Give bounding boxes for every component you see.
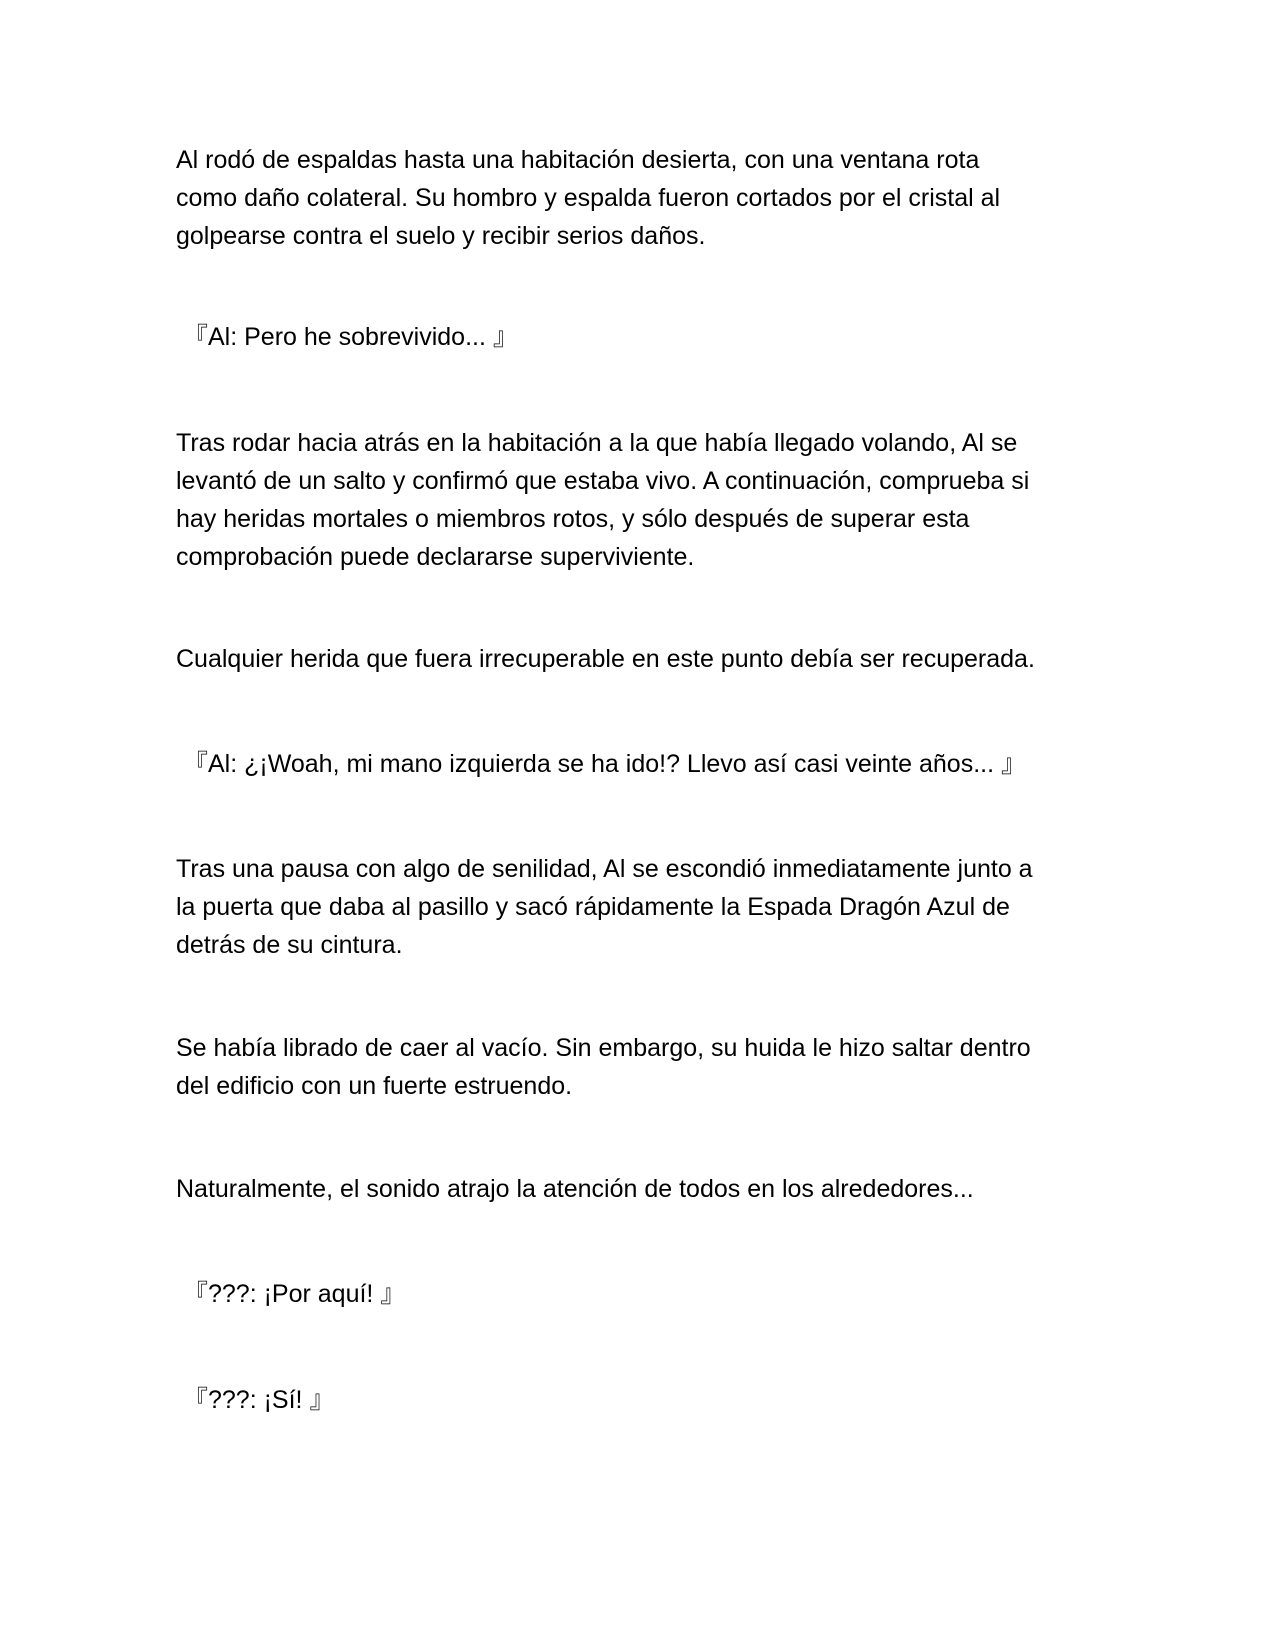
paragraph-escaped-void <box>176 1029 1116 1105</box>
dialogue-left-hand: 『Al: ¿¡Woah, mi mano izquierda se ha ido!? Llevo así casi veinte años... 』 <box>183 750 1026 778</box>
paragraph-rolled-into-room <box>176 141 1116 255</box>
text-line: del edificio con un fuerte estruendo. <box>176 1072 573 1100</box>
text-line: detrás de su cintura. <box>176 931 403 959</box>
paragraph-hid-by-door <box>176 850 1116 964</box>
text-line: comprobación puede declararse superviviente. <box>176 543 695 571</box>
text-line: levantó de un salto y confirmó que estaba vivo. A continuación, comprueba si <box>176 467 1030 495</box>
paragraph-check-wounds <box>176 424 1116 576</box>
text-line: golpearse contra el suelo y recibir serios daños. <box>176 222 706 250</box>
paragraph-sound-attracted <box>176 1170 1116 1208</box>
text-line: Tras rodar hacia atrás en la habitación a la que había llegado volando, Al se <box>176 429 1018 457</box>
text-line: Tras una pausa con algo de senilidad, Al se escondió inmediatamente junto a <box>176 855 1033 883</box>
dialogue-yes: 『???: ¡Sí! 』 <box>183 1386 335 1414</box>
text-line: Naturalmente, el sonido atrajo la atención de todos en los alrededores... <box>176 1175 974 1203</box>
text-line: Se había librado de caer al vacío. Sin embargo, su huida le hizo saltar dentro <box>176 1034 1031 1062</box>
dialogue-survived: 『Al: Pero he sobrevivido... 』 <box>183 323 518 351</box>
text-line: como daño colateral. Su hombro y espalda fueron cortados por el cristal al <box>176 184 1001 212</box>
paragraph-irrecoverable-wound <box>176 640 1116 678</box>
text-line: hay heridas mortales o miembros rotos, y sólo después de superar esta <box>176 505 970 533</box>
text-line: Cualquier herida que fuera irrecuperable en este punto debía ser recuperada. <box>176 645 1035 673</box>
text-line: la puerta que daba al pasillo y sacó rápidamente la Espada Dragón Azul de <box>176 893 1010 921</box>
dialogue-over-here: 『???: ¡Por aquí! 』 <box>183 1280 406 1308</box>
text-line: Al rodó de espaldas hasta una habitación desierta, con una ventana rota <box>176 146 980 174</box>
